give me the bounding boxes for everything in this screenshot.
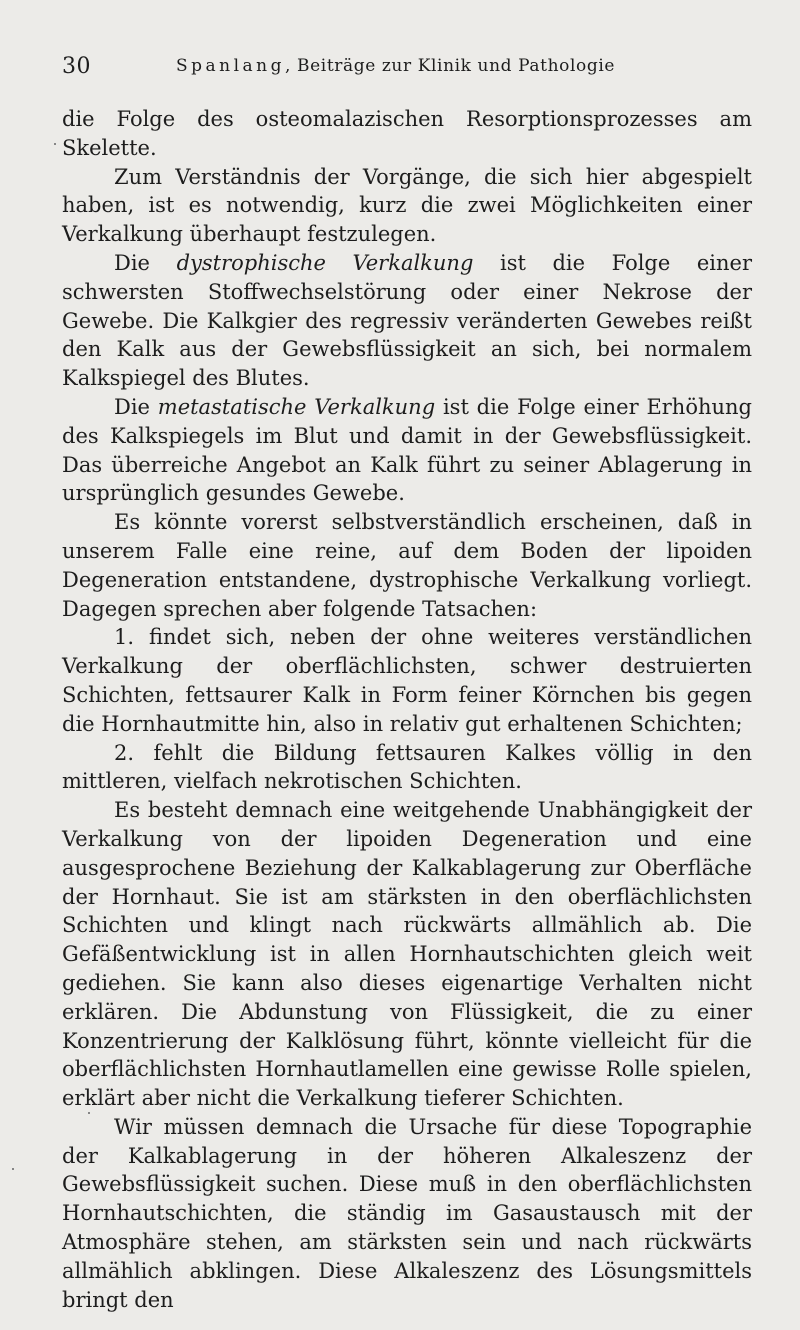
paragraph: Wir müssen demnach die Ursache für diese Topographie der Kalkablagerung in der höheren Alkaleszenz der Gewebsflüssigkeit suchen. Diese muß in den oberflächlichsten Hornhautschichten, die ständig im Gasaustausch mit der Atmosphäre stehen, am stärksten sein und nach rückwärts allmählich abklingen. Diese Alkaleszenz des Lösungsmittels bringt den <box>62 1114 752 1312</box>
list-item: 1. findet sich, neben der ohne weiteres verständlichen Verkalkung der oberflächlichsten, schwer destruierten Schichten, fettsaurer Kalk in Form feiner Körnchen bis gegen die Hornhautmitte hin, also in relativ gut erhaltenen Schichten; <box>62 625 752 736</box>
paragraph-text: ist die Folge einer schwersten Stoffwechselstörung oder einer Nekrose der Gewebe. Die Kalkgier des regressiv veränderten Gewebes reißt den Kalk aus der Gewebsflüssigkeit an sich, bei normalem Kalkspiegel des Blutes. <box>62 250 753 391</box>
paragraph-text: Die <box>114 250 177 275</box>
paragraph-text: Die <box>114 394 158 419</box>
emphasis-term: dystrophische Verkalkung <box>176 250 474 275</box>
paragraph: Es könnte vorerst selbstverständlich erscheinen, daß in unserem Falle eine reine, auf dem Boden der lipoiden Degeneration entstandene, dystrophische Verkalkung vorliegt. Dagegen sprechen aber folgende Tatsachen: <box>62 510 752 621</box>
list-item: 2. fehlt die Bildung fettsauren Kalkes völlig in den mittleren, vielfach nekrotischen Schichten. <box>62 740 752 794</box>
paper-speck <box>88 1112 90 1114</box>
paper-speck <box>54 143 56 145</box>
paragraph: Zum Verständnis der Vorgänge, die sich hier abgespielt haben, ist es notwendig, kurz die zwei Möglichkeiten einer Verkalkung überhaupt festzulegen. <box>62 164 752 247</box>
paragraph-text: ist die Folge einer Erhöhung des Kalkspiegels im Blut und damit in der Gewebsflüssigkeit. Das überreiche Angebot an Kalk führt zu seiner Ablagerung in ursprünglich gesundes Gewebe. <box>62 394 752 506</box>
paragraph <box>62 393 752 508</box>
running-head <box>176 56 615 76</box>
paragraph: Es besteht demnach eine weitgehende Unabhängigkeit der Verkalkung von der lipoiden Degeneration und eine ausgesprochene Beziehung der Kalkablagerung zur Oberfläche der Hornhaut. Sie ist am stärksten in den oberflächlichsten Schichten und klingt nach rückwärts allmählich ab. Die Gefäßentwicklung ist in allen Hornhautschichten gleich weit gediehen. Sie kann also dieses eigenartige Verhalten nicht erklären. Die Abdunstung von Flüssigkeit, die zu einer Konzentrierung der Kalklösung führt, könnte vielleicht für die oberflächlichsten Hornhautlamellen eine gewisse Rolle spielen, erklärt aber nicht die Verkalkung tieferer Schichten. <box>62 798 752 1111</box>
running-head-title: , Beiträge zur Klinik und Pathologie <box>285 56 616 76</box>
paragraph <box>62 249 752 393</box>
paragraph: die Folge des osteomalazischen Resorptionsprozesses am Skelette. <box>62 107 752 160</box>
running-head-author: Spanlang <box>176 56 286 76</box>
emphasis-term: metastatische Verkalkung <box>157 394 436 419</box>
page-number: 30 <box>62 54 91 79</box>
paper-speck <box>12 1168 14 1170</box>
body-text <box>62 105 752 1314</box>
page-header <box>62 54 752 84</box>
